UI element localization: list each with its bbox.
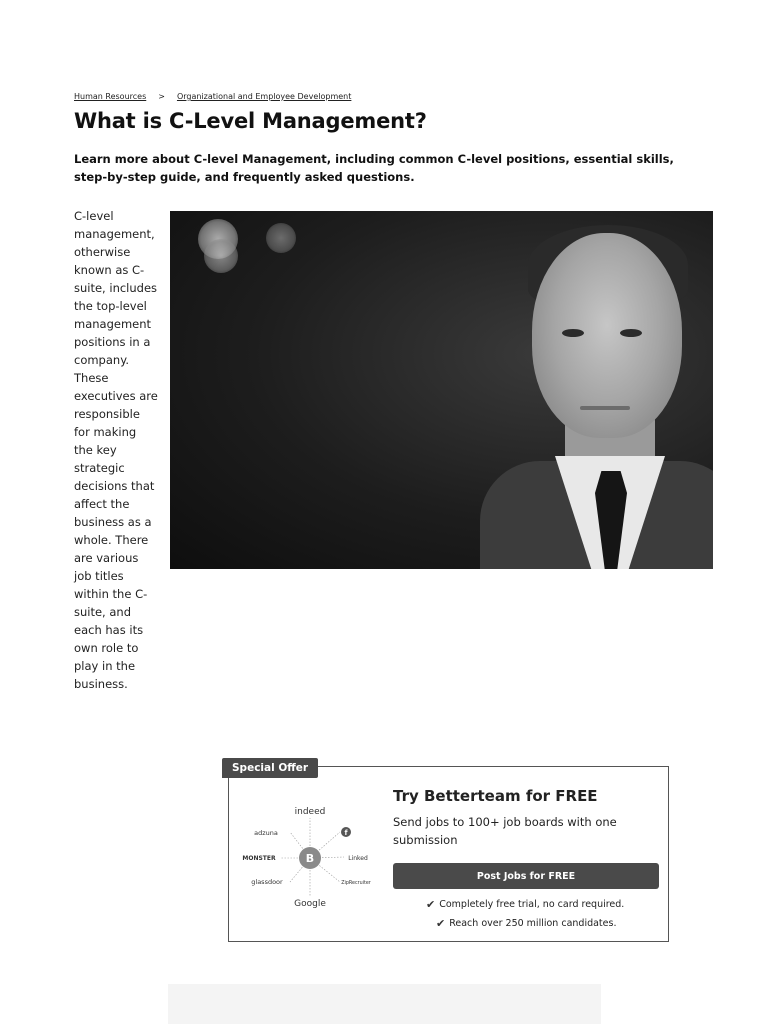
breadcrumb — [74, 92, 351, 101]
hero-image — [170, 211, 713, 569]
glassdoor-logo: glassdoor — [251, 878, 283, 886]
offer-bullet-text: Completely free trial, no card required. — [439, 899, 625, 910]
breadcrumb-separator: > — [158, 92, 165, 101]
adzuna-logo: adzuna — [254, 829, 278, 837]
check-icon: ✔ — [426, 898, 436, 911]
offer-title: Try Betterteam for FREE — [393, 787, 598, 805]
offer-bullet-1 — [426, 898, 624, 911]
next-section-panel — [168, 984, 601, 1024]
offer-bullet-text: Reach over 250 million candidates. — [449, 918, 617, 929]
google-logo: Google — [294, 899, 326, 909]
offer-bullet-2 — [436, 917, 616, 930]
job-boards-diagram — [240, 800, 380, 912]
check-icon: ✔ — [436, 917, 446, 930]
breadcrumb-org-development[interactable]: Organizational and Employee Development — [176, 92, 352, 101]
body-paragraph: C-level management, otherwise known as C-suite, includes the top-level management positions in a company. These executives are responsible for making the key strategic decisions that affect the business as a whole. There are various job titles within the C-suite, and each has its own role to play in the business. — [74, 209, 158, 691]
special-offer-tag: Special Offer — [222, 758, 318, 778]
betterteam-logo-letter: B — [305, 852, 315, 865]
post-jobs-button[interactable]: Post Jobs for FREE — [393, 863, 659, 889]
ziprecruiter-logo: ZipRecruiter — [341, 881, 371, 886]
page-title: What is C-Level Management? — [74, 109, 427, 133]
linkedin-logo: Linked — [348, 855, 368, 862]
page-intro: Learn more about C-level Management, including common C-level positions, essential skills, step-by-step guide, and frequently asked questions. — [74, 152, 674, 184]
offer-subtitle: Send jobs to 100+ job boards with one submission — [393, 815, 617, 847]
svg-text:f: f — [344, 829, 348, 837]
indeed-logo: indeed — [294, 807, 326, 817]
breadcrumb-human-resources[interactable]: Human Resources — [74, 92, 147, 101]
monster-logo: MONSTER — [242, 855, 276, 862]
